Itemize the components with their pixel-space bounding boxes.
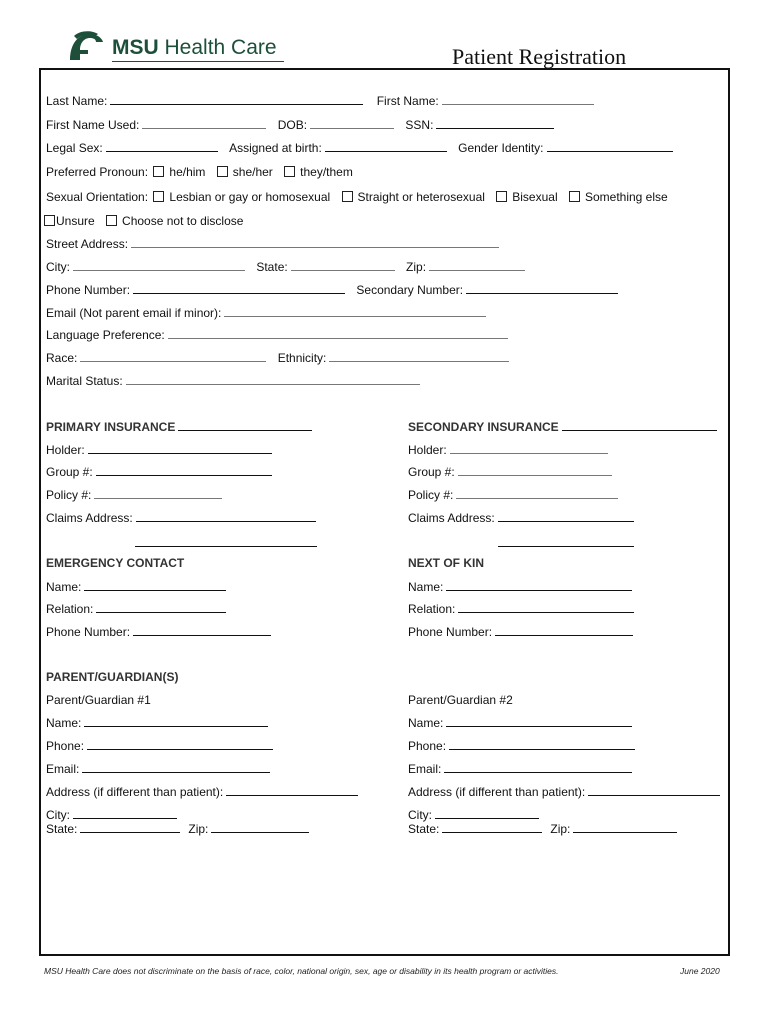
secondary-insurance-field[interactable] [562,418,717,431]
g2-phone-row [408,737,643,755]
emergency-phone-row [46,623,279,641]
g1-email-label: Email: [46,762,80,776]
emergency-relation-row [46,600,234,618]
ethnicity-field[interactable] [329,349,509,362]
kin-name-label: Name: [408,580,444,594]
emergency-name-label: Name: [46,580,82,594]
legal-sex-field[interactable] [106,139,218,152]
g1-city-row [46,806,185,820]
page-title: Patient Registration [452,44,627,69]
primary-claims-field[interactable] [136,509,316,522]
kin-phone-field[interactable] [495,623,633,636]
gender-identity-field[interactable] [547,139,673,152]
pronoun-she-label: she/her [232,165,273,179]
secondary-claims-label: Claims Address: [408,511,495,525]
marital-status-label: Marital Status: [46,374,123,388]
city-field[interactable] [73,258,245,271]
logo-underline [112,61,284,62]
non-discrimination-notice: MSU Health Care does not discriminate on the basis of race, color, national origin, sex, age or disability in its health program or activities. [44,966,559,976]
dob-label: DOB: [277,118,308,132]
street-address-label: Street Address: [46,237,129,251]
zip-label: Zip: [406,260,427,274]
secondary-policy-label: Policy #: [408,488,454,502]
orientation-bisexual-checkbox[interactable] [496,191,507,202]
primary-claims-field-2[interactable] [135,546,317,547]
logo-wordmark: MSU Health Care [112,36,277,59]
g2-address-field[interactable] [588,783,720,796]
race-label: Race: [46,351,78,365]
email-label: Email (Not parent email if minor): [46,306,222,320]
g1-phone-field[interactable] [87,737,273,750]
orientation-something-else-checkbox[interactable] [569,191,580,202]
pronoun-he-label: he/him [169,165,206,179]
first-name-field[interactable] [442,92,594,105]
row-orientation [46,188,674,206]
orientation-bisexual-label: Bisexual [512,190,558,204]
kin-name-field[interactable] [446,578,632,591]
g2-phone-field[interactable] [449,737,635,750]
g2-city-field[interactable] [435,806,539,819]
secondary-group-row [408,463,620,481]
g2-email-row [408,760,640,778]
orientation-unsure-label: Unsure [56,214,95,228]
next-of-kin-heading: NEXT OF KIN [408,556,485,570]
zip-field[interactable] [429,258,525,271]
ethnicity-label: Ethnicity: [277,351,327,365]
row-marital [46,372,428,390]
g1-zip-field[interactable] [211,820,309,833]
race-field[interactable] [80,349,266,362]
marital-status-field[interactable] [126,372,420,385]
secondary-group-label: Group #: [408,465,455,479]
orientation-lesbian-gay-checkbox[interactable] [153,191,164,202]
row-language [46,326,516,344]
phone-number-field[interactable] [133,281,345,294]
primary-group-label: Group #: [46,465,93,479]
secondary-claims-field-2[interactable] [498,546,634,547]
primary-holder-label: Holder: [46,443,85,457]
primary-policy-row [46,486,230,504]
row-sex [46,139,681,157]
orientation-straight-checkbox[interactable] [342,191,353,202]
primary-holder-field[interactable] [88,441,272,454]
g2-city-label: City: [408,808,432,822]
ssn-field[interactable] [436,116,554,129]
row-email [46,304,494,322]
primary-holder-row [46,441,280,459]
first-name-used-field[interactable] [142,116,266,129]
g1-city-field[interactable] [73,806,177,819]
primary-insurance-field[interactable] [178,418,312,431]
first-name-label: First Name: [376,94,439,108]
g2-phone-label: Phone: [408,739,447,753]
g1-address-label: Address (if different than patient): [46,785,224,799]
guardian1-title: Parent/Guardian #1 [46,693,151,707]
g1-zip-label: Zip: [188,822,209,836]
g1-name-row [46,714,276,732]
g2-name-field[interactable] [446,714,632,727]
email-field[interactable] [224,304,486,317]
primary-claims-label: Claims Address: [46,511,133,525]
parent-guardians-heading: PARENT/GUARDIAN(S) [46,670,179,684]
language-preference-label: Language Preference: [46,328,165,342]
kin-phone-label: Phone Number: [408,625,493,639]
g1-address-field[interactable] [226,783,358,796]
orientation-no-disclose-checkbox[interactable] [106,215,117,226]
state-label: State: [256,260,288,274]
pronoun-they-label: they/them [300,165,353,179]
emergency-name-row [46,578,234,596]
secondary-holder-label: Holder: [408,443,447,457]
g2-name-row [408,714,640,732]
g1-state-label: State: [46,822,78,836]
g1-phone-row [46,737,281,755]
kin-relation-field[interactable] [458,600,634,613]
g2-state-field[interactable] [442,820,542,833]
g1-name-field[interactable] [84,714,268,727]
g2-zip-field[interactable] [573,820,677,833]
g2-city-row [408,806,547,820]
g2-state-label: State: [408,822,440,836]
row-street [46,235,507,253]
row-first-used [46,116,562,134]
g2-address-row [408,783,728,801]
emergency-relation-field[interactable] [96,600,226,613]
row-names [46,92,602,110]
secondary-holder-row [408,441,616,459]
orientation-unsure-checkbox[interactable] [44,215,55,226]
primary-group-row [46,463,280,481]
row-orientation-2 [44,212,249,230]
emergency-phone-field[interactable] [133,623,271,636]
secondary-claims-row [408,509,642,527]
city-label: City: [46,260,70,274]
g1-state-row [46,820,317,834]
last-name-field[interactable] [110,92,363,105]
g2-state-row [408,820,685,834]
gender-identity-label: Gender Identity: [458,141,544,155]
sexual-orientation-label: Sexual Orientation: [46,190,149,204]
kin-name-row [408,578,640,596]
secondary-group-field[interactable] [458,463,612,476]
g1-state-field[interactable] [80,820,180,833]
g2-address-label: Address (if different than patient): [408,785,586,799]
street-address-field[interactable] [131,235,499,248]
language-preference-field[interactable] [168,326,508,339]
orientation-straight-label: Straight or heterosexual [357,190,485,204]
emergency-relation-label: Relation: [46,602,94,616]
primary-policy-field[interactable] [94,486,222,499]
row-pronoun [46,163,359,181]
orientation-lesbian-gay-label: Lesbian or gay or homosexual [169,190,331,204]
row-phone [46,281,626,299]
g1-name-label: Name: [46,716,82,730]
g2-email-label: Email: [408,762,442,776]
dob-field[interactable] [310,116,394,129]
orientation-no-disclose-label: Choose not to disclose [122,214,244,228]
assigned-at-birth-field[interactable] [325,139,447,152]
msu-health-care-logo [66,30,286,66]
pronoun-they-checkbox[interactable] [284,166,295,177]
kin-relation-label: Relation: [408,602,456,616]
secondary-policy-row [408,486,626,504]
secondary-insurance-heading: SECONDARY INSURANCE [408,418,725,436]
legal-sex-label: Legal Sex: [46,141,103,155]
g2-email-field[interactable] [444,760,632,773]
phone-number-label: Phone Number: [46,283,131,297]
g1-phone-label: Phone: [46,739,85,753]
assigned-at-birth-label: Assigned at birth: [229,141,322,155]
emergency-contact-heading: EMERGENCY CONTACT [46,556,185,570]
secondary-number-field[interactable] [466,281,618,294]
primary-group-field[interactable] [96,463,272,476]
last-name-label: Last Name: [46,94,108,108]
state-field[interactable] [291,258,395,271]
g2-name-label: Name: [408,716,444,730]
first-name-used-label: First Name Used: [46,118,140,132]
emergency-phone-label: Phone Number: [46,625,131,639]
secondary-holder-field[interactable] [450,441,608,454]
ssn-label: SSN: [405,118,434,132]
pronoun-she-checkbox[interactable] [217,166,228,177]
g1-city-label: City: [46,808,70,822]
spartan-helmet-icon [66,30,106,64]
orientation-something-else-label: Something else [584,190,668,204]
pronoun-he-checkbox[interactable] [153,166,164,177]
primary-policy-label: Policy #: [46,488,92,502]
kin-relation-row [408,600,642,618]
g1-email-row [46,760,278,778]
kin-phone-row [408,623,641,641]
primary-insurance-heading: PRIMARY INSURANCE [46,418,320,436]
primary-claims-row [46,509,324,527]
g1-address-row [46,783,366,801]
form-date: June 2020 [680,966,720,976]
guardian2-title: Parent/Guardian #2 [408,693,513,707]
g1-email-field[interactable] [82,760,270,773]
row-race [46,349,517,367]
emergency-name-field[interactable] [84,578,226,591]
secondary-policy-field[interactable] [456,486,618,499]
preferred-pronoun-label: Preferred Pronoun: [46,165,149,179]
secondary-number-label: Secondary Number: [356,283,464,297]
g2-zip-label: Zip: [550,822,571,836]
row-city [46,258,533,276]
secondary-claims-field[interactable] [498,509,634,522]
